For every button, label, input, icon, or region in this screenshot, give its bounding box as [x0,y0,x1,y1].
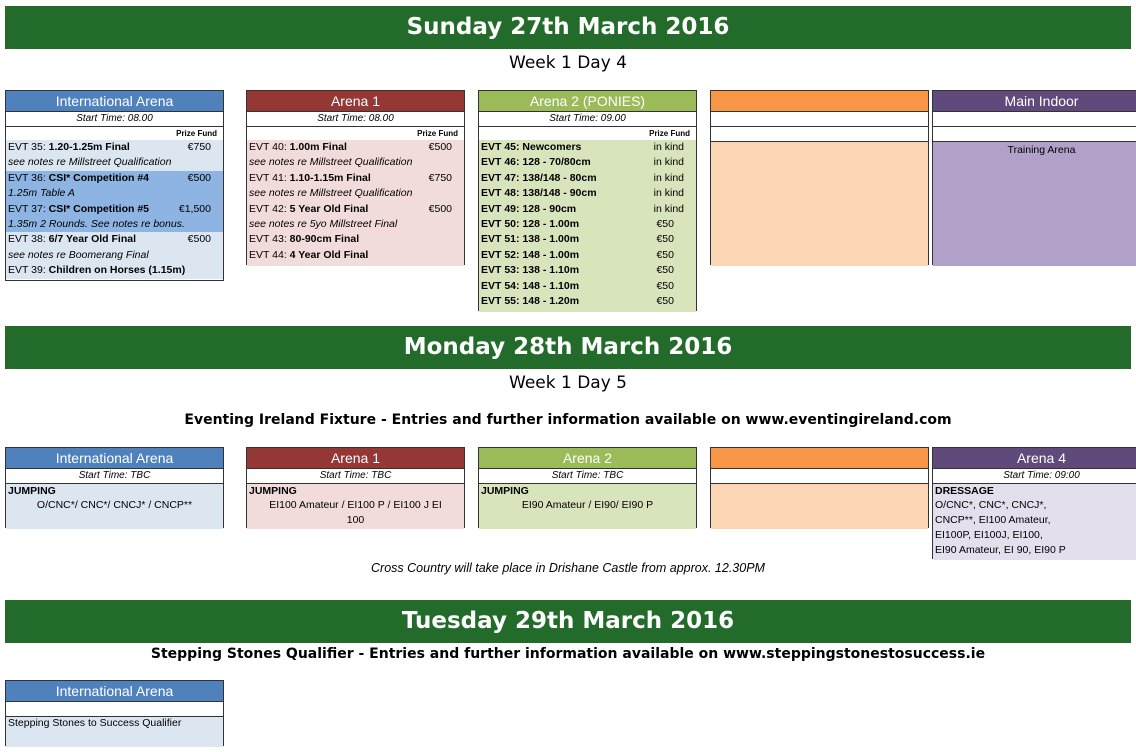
event-row: EVT 46: 128 - 70/80cm in kind [481,156,684,169]
start-time: Start Time: 09.00 [479,112,696,127]
week-day-label: Week 1 Day 4 [509,53,627,73]
discipline-label: DRESSAGE [935,485,994,497]
arena-header [711,448,928,469]
arena-header: Arena 2 (PONIES) [479,91,696,112]
event-note: 1.35m 2 Rounds. See notes re bonus. [8,217,185,230]
arena-2-ponies-sunday [478,90,697,311]
start-time [6,702,223,717]
arena-header: International Arena [6,448,223,469]
event-row: EVT 41: 1.10-1.15m Final €750 [249,171,452,184]
start-time: Start Time: TBC [247,469,464,484]
class-list: O/CNC*/ CNC*/ CNCJ* / CNCP** [36,499,193,511]
arena-header [711,91,928,112]
class-list: EI100 Amateur / EI100 P / EI100 J EI 100 [269,499,442,526]
event-row: EVT 50: 128 - 1.00m €50 [481,217,674,230]
arena-1-sunday [246,90,465,265]
arena-header: Arena 1 [247,91,464,112]
fixture-notice: Eventing Ireland Fixture - Entries and further information available on www.eventingireland.com [184,412,952,428]
arena-main-indoor-sunday [932,90,1136,265]
arena-header: International Arena [6,91,223,112]
event-row: EVT 44: 4 Year Old Final [249,248,369,261]
event-row: EVT 55: 148 - 1.20m €50 [481,294,674,307]
event-row: EVT 37: CSI* Competition #5 €1,500 [8,202,211,215]
event-note: see notes re Boomerang Final [8,248,149,261]
start-time: Start Time: 08.00 [6,112,223,127]
class-list-line: EI100P, EI100J, EI100, [935,529,1043,541]
arena-header: International Arena [6,681,223,702]
start-time: Start Time: 08.00 [247,112,464,127]
event-row: EVT 47: 138/148 - 80cm in kind [481,171,684,184]
prize-fund-label: Prize Fund [649,129,690,138]
event-note: 1.25m Table A [8,187,75,200]
arena-2-monday [478,447,697,528]
week-day-label: Week 1 Day 5 [509,373,627,393]
event-note: see notes re Millstreet Qualification [249,156,413,169]
discipline-label: JUMPING [249,485,297,497]
class-list-line: EI90 Amateur, EI 90, EI90 P [935,544,1066,556]
class-list-line: CNCP**, EI100 Amateur, [935,514,1051,526]
prize-fund-label: Prize Fund [176,129,217,138]
arena-header: Arena 4 [933,448,1136,469]
cross-country-note: Cross Country will take place in Drishane Castle from approx. 12.30PM [371,561,765,575]
arena-header: Arena 1 [247,448,464,469]
arena-international-tuesday [5,680,224,746]
event-row: EVT 53: 138 - 1.10m €50 [481,264,674,277]
event-row: EVT 39: Children on Horses (1.15m) [8,264,186,277]
arena-header: Main Indoor [933,91,1136,112]
class-list-line: O/CNC*, CNC*, CNCJ*, [935,499,1047,511]
discipline-label: JUMPING [8,485,56,497]
prize-fund-label [711,127,928,142]
arena-body [711,142,928,266]
event-note: see notes re Millstreet Qualification [8,156,172,169]
arena-international-monday [5,447,224,528]
day-banner-sunday: Sunday 27th March 2016 [5,6,1131,49]
day-banner-tuesday: Tuesday 29th March 2016 [5,600,1131,643]
event-row: EVT 48: 138/148 - 90cm in kind [481,187,684,200]
arena-body: Training Arena [933,142,1136,266]
start-time: Start Time: TBC [479,469,696,484]
start-time: Start Time: 09:00 [933,469,1136,484]
arena-header: Arena 2 [479,448,696,469]
event-note: see notes re 5yo Millstreet Final [249,217,398,230]
prize-fund-label [933,127,1136,142]
arena-body: Stepping Stones to Success Qualifier [6,717,223,747]
event-row: EVT 51: 138 - 1.00m €50 [481,233,674,246]
event-row: EVT 38: 6/7 Year Old Final €500 [8,233,211,246]
qualifier-notice: Stepping Stones Qualifier - Entries and further information available on www.steppingstonestosuccess.ie [150,646,986,662]
event-row: EVT 40: 1.00m Final €500 [249,141,452,153]
event-row: EVT 36: CSI* Competition #4 €500 [8,171,211,184]
event-row: EVT 45: Newcomers in kind [481,141,684,153]
event-row: EVT 54: 148 - 1.10m €50 [481,279,674,292]
event-note: see notes re Millstreet Qualification [249,187,413,200]
start-time [933,112,1136,127]
arena-orange-sunday [710,90,929,265]
event-row: EVT 35: 1.20-1.25m Final €750 [8,141,211,153]
start-time: Start Time: TBC [6,469,223,484]
event-row: EVT 52: 148 - 1.00m €50 [481,248,674,261]
arena-international-sunday [5,90,224,281]
class-list: EI90 Amateur / EI90/ EI90 P [521,499,654,511]
start-time [711,112,928,127]
arena-orange-monday [710,447,929,528]
discipline-label: JUMPING [481,485,529,497]
prize-fund-label: Prize Fund [417,129,458,138]
arena-body [711,484,928,529]
arena-1-monday [246,447,465,528]
event-row: EVT 49: 128 - 90cm in kind [481,202,684,215]
event-row: EVT 42: 5 Year Old Final €500 [249,202,452,215]
day-banner-monday: Monday 28th March 2016 [5,326,1131,369]
event-row: EVT 43: 80-90cm Final [249,233,360,246]
start-time [711,469,928,484]
arena-4-monday [932,447,1136,559]
